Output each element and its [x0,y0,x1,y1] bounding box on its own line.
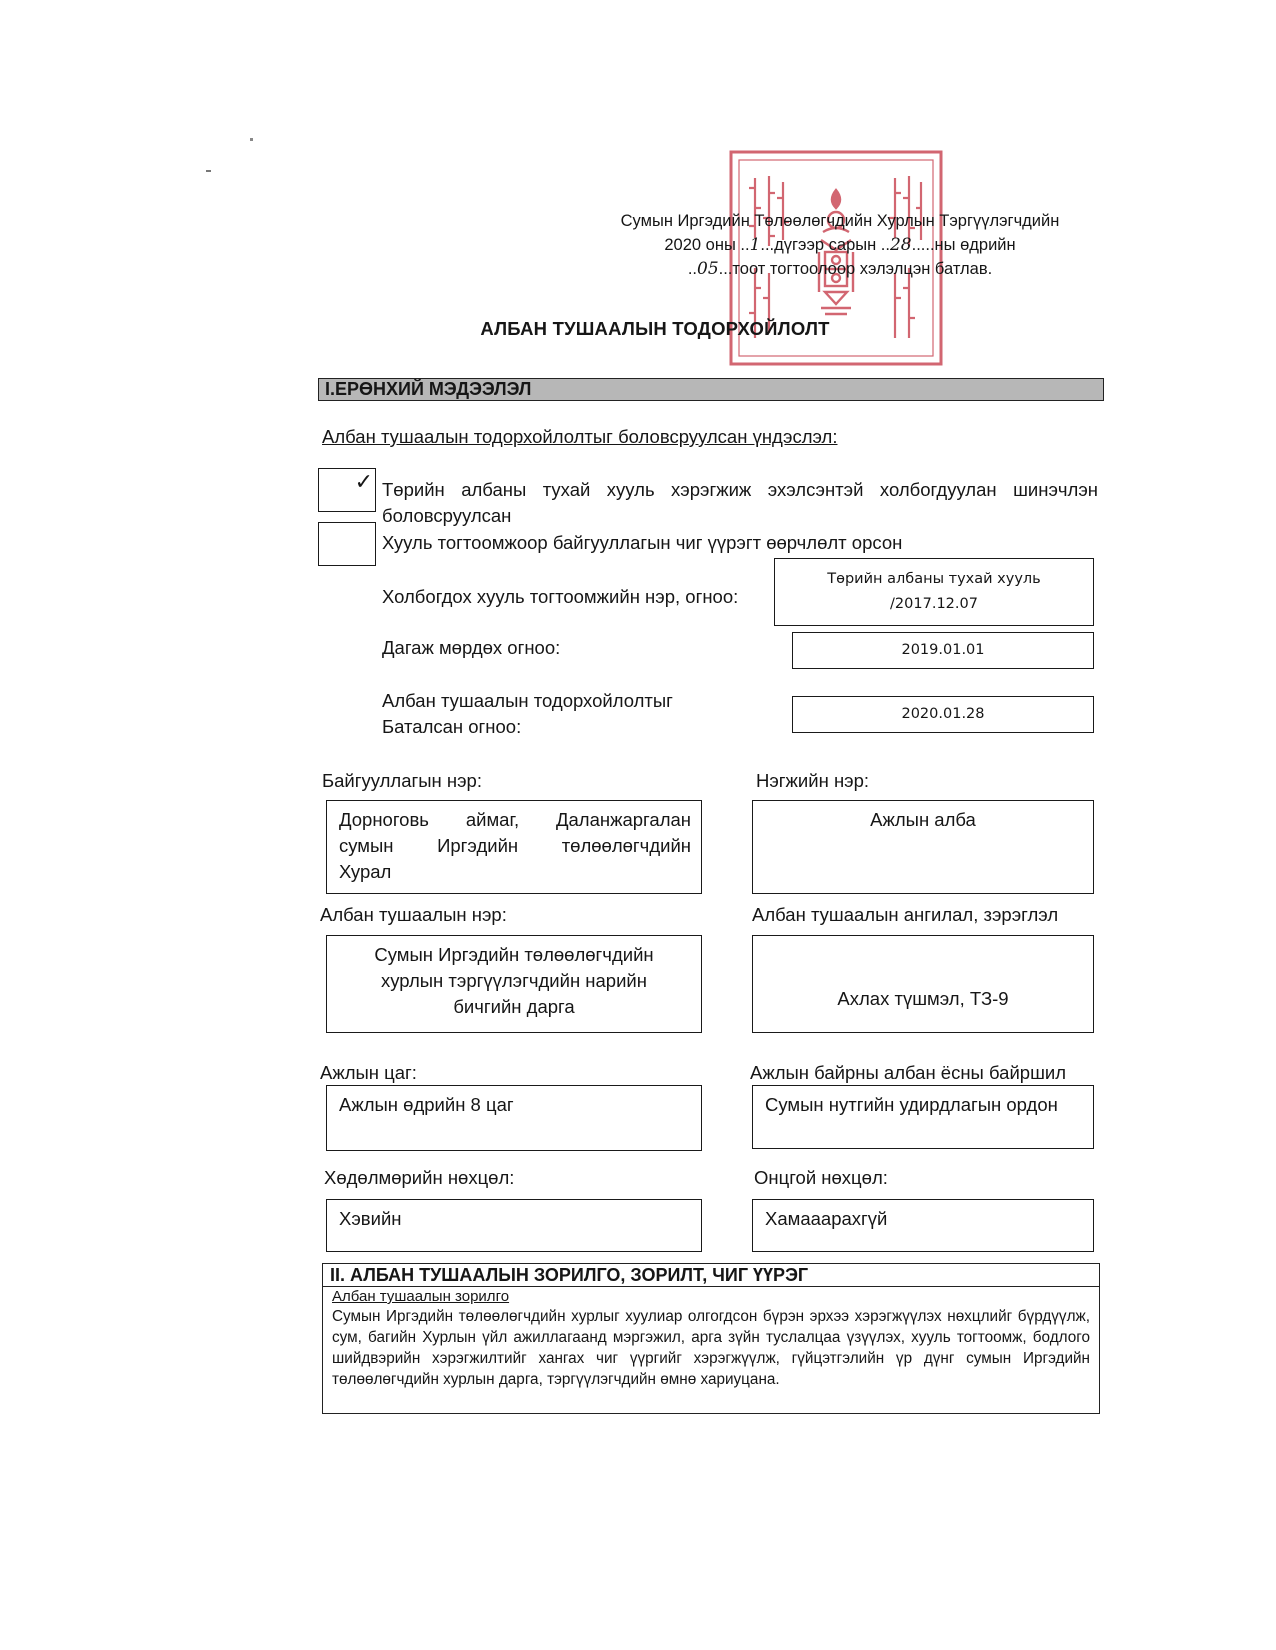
approved-date-label-line-1: Албан тушаалын тодорхойлолтыг [382,690,673,711]
organization-label: Байгууллагын нэр: [322,770,482,791]
position-value-line-2: хурлын тэргүүлэгчдийн нарийн [381,970,647,991]
law-value-line-2: /2017.12.07 [890,596,978,612]
approved-date-label-line-2: Баталсан огноо: [382,716,522,737]
organization-value-line-3: Хурал [339,861,392,882]
special-conditions-label: Онцгой нөхцөл: [754,1167,888,1188]
scan-speck [250,138,253,141]
option-1-text-line-2: боловсруулсан [382,505,512,526]
unit-label: Нэгжийн нэр: [756,770,870,791]
section-2-heading: II. АЛБАН ТУШААЛЫН ЗОРИЛГО, ЗОРИЛТ, ЧИГ ҮҮРЭГ [323,1264,1099,1287]
header-date-mid: ...дүгээр сарын .. [760,236,890,254]
approval-header-line-2 [540,233,1140,257]
scan-speck [206,170,211,172]
working-conditions-label: Хөдөлмөрийн нөхцөл: [324,1167,515,1188]
header-date-suffix: .....ны өдрийн [911,236,1016,254]
unit-field: Ажлын алба [752,800,1094,894]
document-title: АЛБАН ТУШААЛЫН ТОДОРХОЙЛОЛТ [480,318,830,339]
law-label: Холбогдох хууль тогтоомжийн нэр, огноо: [382,586,739,607]
basis-label: Албан тушаалын тодорхойлолтыг боловсруулсан үндэслэл: [322,426,838,447]
work-location-field: Сумын нутгийн удирдлагын ордон [752,1085,1094,1149]
header-date-prefix: 2020 оны .. [664,236,750,254]
option-1-checkbox[interactable] [318,468,376,512]
special-conditions-field: Хамааарахгүй [752,1199,1094,1252]
working-hours-field: Ажлын өдрийн 8 цаг [326,1085,702,1151]
law-value-line-1: Төрийн албаны тухай хууль [827,571,1041,587]
effective-date-field: 2019.01.01 [792,632,1094,669]
header-resolution-suffix: ...тоот тогтоолоор хэлэлцэн батлав. [718,260,993,278]
organization-field [326,800,702,894]
position-name-label: Албан тушаалын нэр: [320,904,507,925]
classification-label: Албан тушаалын ангилал, зэрэглэл [752,904,1059,925]
handwritten-day: 28 [889,235,912,255]
organization-value-line-1: Дорноговь аймаг, Даланжаргалан [339,809,691,830]
option-2-text: Хууль тогтоомжоор байгууллагын чиг үүрэгт өөрчлөлт орсон [382,532,903,553]
handwritten-resolution-number: 05 [697,259,719,279]
working-hours-label: Ажлын цаг: [320,1062,417,1083]
organization-value-line-2: сумын Иргэдийн төлөөлөгчдийн [339,835,691,856]
approved-date-field: 2020.01.28 [792,696,1094,733]
position-value-line-3: бичгийн дарга [453,996,575,1017]
section-2-body: Сумын Иргэдийн төлөөлөгчдийн хурлыг хуулиар олгогдсон бүрэн эрхээ хэрэгжүүлэх нөхцлийг бүрдүүлж, сум, багийн Хурлын үйл ажиллагаанд мэргэжил, арга зүйн туслалцаа үзүүлэх, хууль тогтоомж, бодлого шийдвэрийн хэрэгжилтийг хангах чиг үүргийг хэрэгжүүлж, гүйцэтгэлийн үр дүнг сумын Иргэдийн төлөөлөгчдийн хурлын дарга, тэргүүлэгчдийн өмнө хариуцана. [332,1308,1090,1388]
classification-field: Ахлах түшмэл, ТЗ-9 [752,935,1094,1033]
law-field [774,558,1094,626]
option-2-checkbox[interactable] [318,522,376,566]
header-resolution-prefix: .. [687,260,697,278]
section-2 [322,1263,1100,1414]
handwritten-month: 1 [749,235,761,255]
approval-header-line-3 [540,257,1140,281]
position-name-field [326,935,702,1033]
checkmark-icon: ✓ [354,469,373,494]
position-value-line-1: Сумын Иргэдийн төлөөлөгчдийн [374,944,654,965]
section-2-subheading: Албан тушаалын зорилго [332,1288,510,1305]
approval-header-line-1: Сумын Иргэдийн Төлөөлөгчдийн Хурлын Тэргүүлэгчдийн [620,212,1060,230]
section-1-heading: I.ЕРӨНХИЙ МЭДЭЭЛЭЛ [318,378,1104,401]
option-1-text-line-1: Төрийн албаны тухай хууль хэрэгжиж эхэлсэнтэй холбогдуулан шинэчлэн [382,479,1098,500]
work-location-label: Ажлын байрны албан ёсны байршил [750,1062,1067,1083]
working-conditions-field: Хэвийн [326,1199,702,1252]
effective-date-label: Дагаж мөрдөх огноо: [382,637,561,658]
